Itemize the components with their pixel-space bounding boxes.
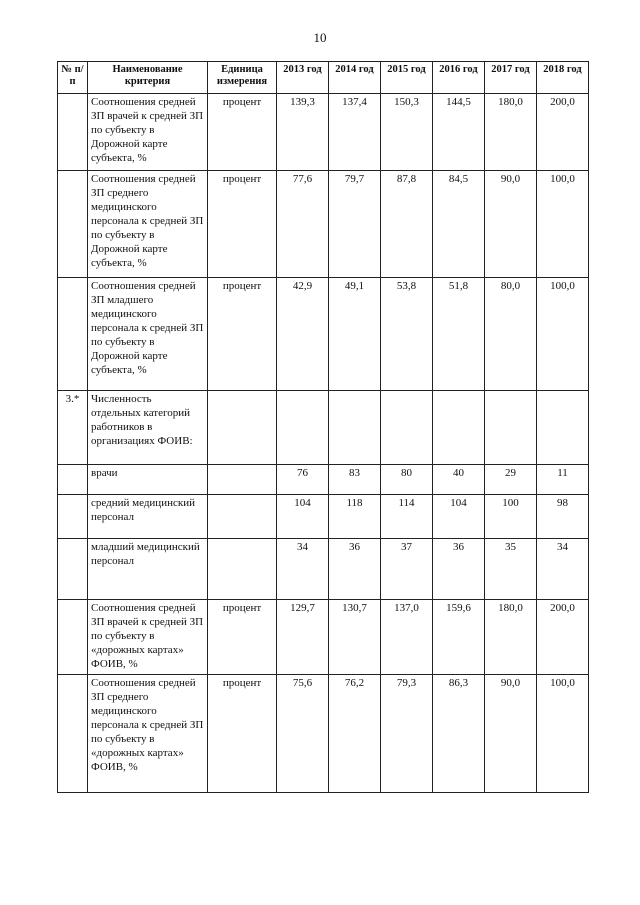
row-value-2016: 159,6 bbox=[433, 600, 485, 675]
row-value-2015: 87,8 bbox=[381, 171, 433, 278]
row-unit bbox=[208, 465, 277, 495]
row-num bbox=[58, 675, 88, 793]
row-num bbox=[58, 495, 88, 539]
table-row bbox=[58, 171, 589, 278]
row-value-2015: 37 bbox=[381, 539, 433, 600]
row-value-2016: 104 bbox=[433, 495, 485, 539]
row-criterion: Соотношения средней ЗП врачей к средней ЗП по субъекту в «дорожных картах» ФОИВ, % bbox=[88, 600, 208, 675]
row-value-2014: 79,7 bbox=[329, 171, 381, 278]
row-value-2017: 80,0 bbox=[485, 278, 537, 391]
header-unit: Единица измерения bbox=[208, 62, 277, 94]
table-row bbox=[58, 278, 589, 391]
row-value-2017: 180,0 bbox=[485, 94, 537, 171]
row-value-2013: 76 bbox=[277, 465, 329, 495]
row-value-2015: 114 bbox=[381, 495, 433, 539]
row-criterion: Соотношения средней ЗП среднего медицинского персонала к средней ЗП по субъекту в «дорожных картах» ФОИВ, % bbox=[88, 675, 208, 793]
row-unit: процент bbox=[208, 278, 277, 391]
table-row bbox=[58, 539, 589, 600]
row-value-2017 bbox=[485, 391, 537, 465]
row-unit bbox=[208, 539, 277, 600]
row-value-2014: 137,4 bbox=[329, 94, 381, 171]
row-value-2013: 104 bbox=[277, 495, 329, 539]
header-year-2016: 2016 год bbox=[433, 62, 485, 94]
header-num: № п/п bbox=[58, 62, 88, 94]
row-value-2013: 77,6 bbox=[277, 171, 329, 278]
row-value-2017: 29 bbox=[485, 465, 537, 495]
row-value-2016: 84,5 bbox=[433, 171, 485, 278]
row-value-2018: 100,0 bbox=[537, 171, 589, 278]
table-row bbox=[58, 391, 589, 465]
row-num bbox=[58, 94, 88, 171]
row-value-2016 bbox=[433, 391, 485, 465]
row-criterion: Соотношения средней ЗП среднего медицинского персонала к средней ЗП по субъекту в Дорожной карте субъекта, % bbox=[88, 171, 208, 278]
table-row bbox=[58, 675, 589, 793]
table-row bbox=[58, 600, 589, 675]
criteria-table bbox=[57, 61, 589, 793]
row-criterion: врачи bbox=[88, 465, 208, 495]
row-num bbox=[58, 600, 88, 675]
table-row bbox=[58, 94, 589, 171]
row-criterion: младший медицинский персонал bbox=[88, 539, 208, 600]
row-value-2013: 42,9 bbox=[277, 278, 329, 391]
row-unit: процент bbox=[208, 94, 277, 171]
row-value-2017: 90,0 bbox=[485, 171, 537, 278]
row-num: 3.* bbox=[58, 391, 88, 465]
row-value-2018: 200,0 bbox=[537, 600, 589, 675]
row-value-2013: 75,6 bbox=[277, 675, 329, 793]
row-value-2018 bbox=[537, 391, 589, 465]
header-year-2015: 2015 год bbox=[381, 62, 433, 94]
row-value-2018: 200,0 bbox=[537, 94, 589, 171]
header-year-2013: 2013 год bbox=[277, 62, 329, 94]
row-num bbox=[58, 539, 88, 600]
row-value-2018: 100,0 bbox=[537, 675, 589, 793]
row-value-2017: 100 bbox=[485, 495, 537, 539]
row-value-2015: 80 bbox=[381, 465, 433, 495]
row-value-2013 bbox=[277, 391, 329, 465]
header-year-2014: 2014 год bbox=[329, 62, 381, 94]
row-value-2013: 129,7 bbox=[277, 600, 329, 675]
row-value-2017: 90,0 bbox=[485, 675, 537, 793]
row-value-2016: 40 bbox=[433, 465, 485, 495]
table-row bbox=[58, 495, 589, 539]
row-unit: процент bbox=[208, 675, 277, 793]
row-criterion: средний медицинский персонал bbox=[88, 495, 208, 539]
row-unit bbox=[208, 391, 277, 465]
row-num bbox=[58, 171, 88, 278]
row-unit: процент bbox=[208, 171, 277, 278]
row-value-2017: 180,0 bbox=[485, 600, 537, 675]
row-value-2014: 130,7 bbox=[329, 600, 381, 675]
row-value-2013: 139,3 bbox=[277, 94, 329, 171]
row-criterion: Соотношения средней ЗП младшего медицинского персонала к средней ЗП по субъекту в Дорожной карте субъекта, % bbox=[88, 278, 208, 391]
row-value-2017: 35 bbox=[485, 539, 537, 600]
row-unit bbox=[208, 495, 277, 539]
header-year-2017: 2017 год bbox=[485, 62, 537, 94]
row-value-2018: 11 bbox=[537, 465, 589, 495]
row-criterion: Соотношения средней ЗП врачей к средней ЗП по субъекту в Дорожной карте субъекта, % bbox=[88, 94, 208, 171]
row-value-2015: 79,3 bbox=[381, 675, 433, 793]
row-value-2016: 51,8 bbox=[433, 278, 485, 391]
table-row bbox=[58, 465, 589, 495]
header-row bbox=[58, 62, 589, 94]
row-value-2014: 49,1 bbox=[329, 278, 381, 391]
row-value-2016: 36 bbox=[433, 539, 485, 600]
row-criterion: Численность отдельных категорий работников в организациях ФОИВ: bbox=[88, 391, 208, 465]
row-value-2014 bbox=[329, 391, 381, 465]
row-value-2016: 86,3 bbox=[433, 675, 485, 793]
row-value-2018: 98 bbox=[537, 495, 589, 539]
row-value-2015: 150,3 bbox=[381, 94, 433, 171]
page-number: 10 bbox=[313, 30, 327, 45]
header-name: Наименование критерия bbox=[88, 62, 208, 94]
row-value-2018: 34 bbox=[537, 539, 589, 600]
row-value-2015: 53,8 bbox=[381, 278, 433, 391]
row-value-2014: 76,2 bbox=[329, 675, 381, 793]
row-value-2015 bbox=[381, 391, 433, 465]
row-value-2014: 36 bbox=[329, 539, 381, 600]
row-value-2014: 83 bbox=[329, 465, 381, 495]
row-num bbox=[58, 278, 88, 391]
row-value-2016: 144,5 bbox=[433, 94, 485, 171]
header-year-2018: 2018 год bbox=[537, 62, 589, 94]
row-value-2014: 118 bbox=[329, 495, 381, 539]
row-value-2018: 100,0 bbox=[537, 278, 589, 391]
row-num bbox=[58, 465, 88, 495]
row-value-2013: 34 bbox=[277, 539, 329, 600]
row-unit: процент bbox=[208, 600, 277, 675]
row-value-2015: 137,0 bbox=[381, 600, 433, 675]
